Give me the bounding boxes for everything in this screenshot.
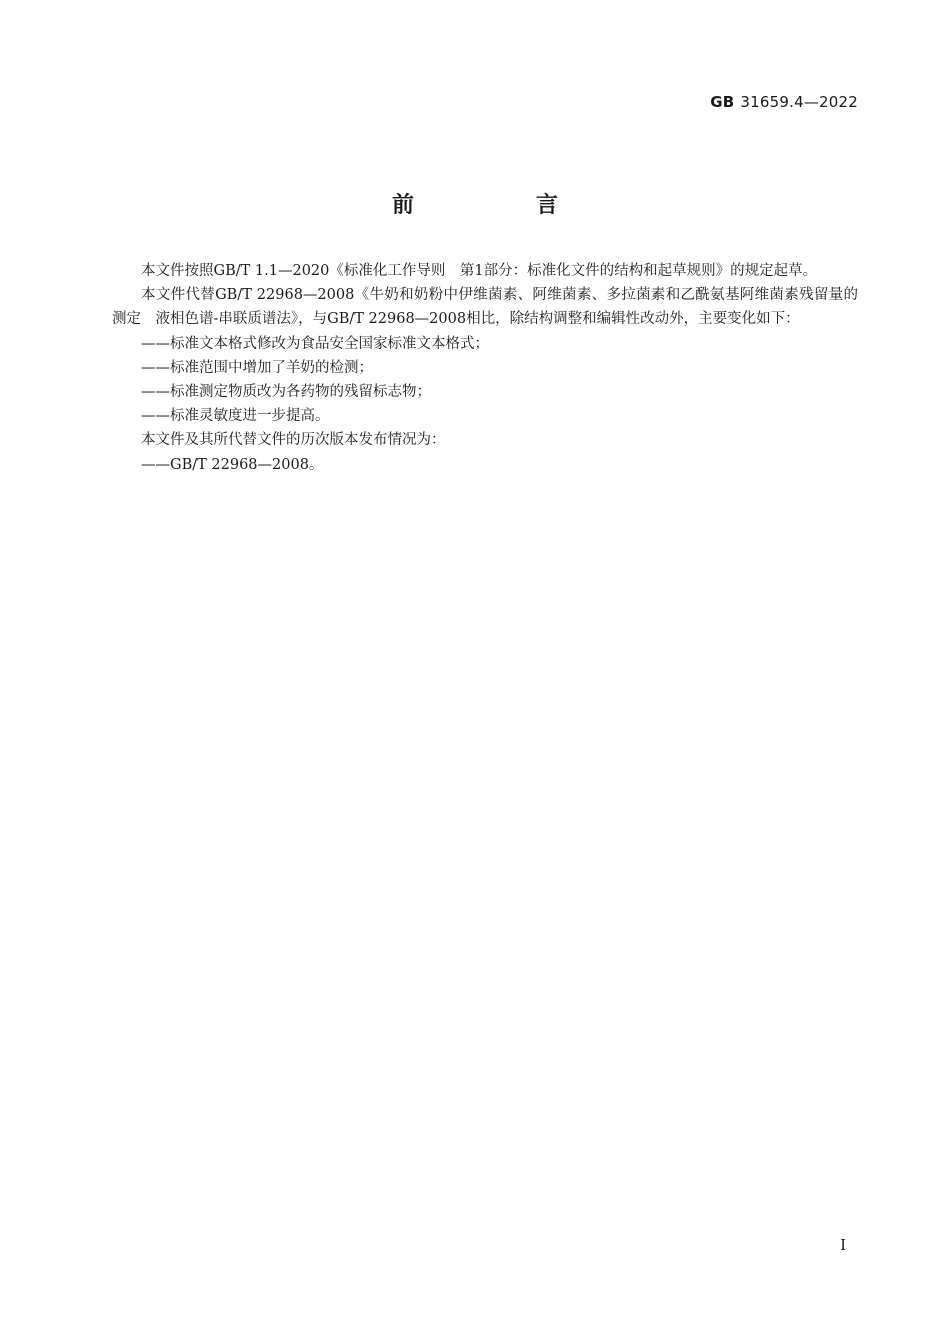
history-item: ——GB/T 22968—2008。 — [141, 456, 324, 473]
preface-body — [112, 259, 858, 477]
standard-number: 31659.4—2022 — [740, 93, 858, 111]
paragraph-drafting-rules: 本文件按照GB/T 1.1—2020《标准化工作导则 第1部分：标准化文件的结构和起草规则》的规定起草。 — [141, 263, 818, 279]
page-title: 前 言 — [391, 193, 608, 218]
page-number: Ⅰ — [840, 1236, 846, 1254]
change-item-scope: ——标准范围中增加了羊奶的检测； — [141, 359, 373, 376]
change-item-sensitivity: ——标准灵敏度进一步提高。 — [141, 408, 330, 425]
change-item-format: ——标准文本格式修改为食品安全国家标准文本格式； — [141, 335, 489, 352]
paragraph-history: 本文件及其所代替文件的历次版本发布情况为： — [141, 432, 446, 449]
document-code — [710, 93, 858, 111]
change-item-markers: ——标准测定物质改为各药物的残留标志物； — [141, 384, 431, 401]
standard-prefix: GB — [710, 93, 735, 111]
paragraph-replacement: 本文件代替GB/T 22968—2008《牛奶和奶粉中伊维菌素、阿维菌素、多拉菌素和乙酰氨基阿维菌素残留量的测定 液相色谱-串联质谱法》，与GB/T 22968—2008相比，除结构调整和编辑性改动外，主要变化如下： — [112, 287, 858, 328]
